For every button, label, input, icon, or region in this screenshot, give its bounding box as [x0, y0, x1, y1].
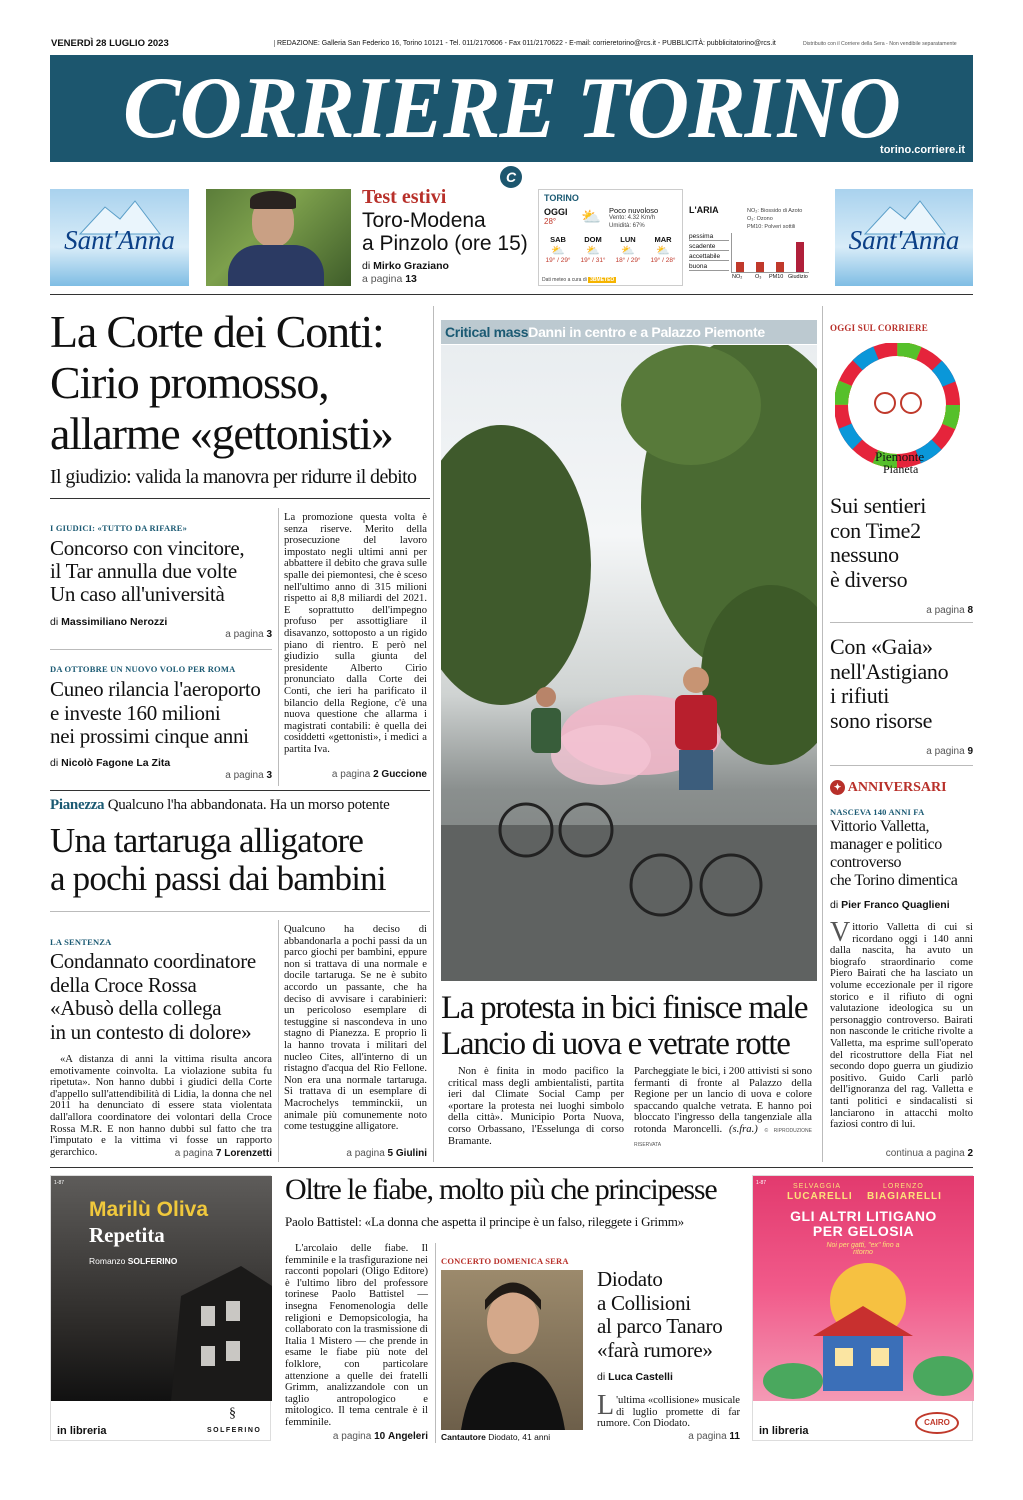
- headline-line: è diverso: [830, 566, 908, 592]
- valletta-byline: di Pier Franco Quaglieni: [830, 899, 950, 911]
- author-2-first: LORENZO: [883, 1183, 924, 1190]
- air-bar: [736, 262, 744, 272]
- solferino-brand: SOLFERINO: [207, 1427, 262, 1434]
- headline-line: Vittorio Valletta,: [830, 818, 930, 835]
- forecast-day: SAB ⛅ 19° / 29°: [542, 235, 574, 264]
- critical-mass-body-1: Non è finita in modo pacifico la critical mass degli ambientalisti, partita ieri dal Climate Social Camp per «portare la protesta nei luoghi simbolo della città». Municipio Porta Nuova, corso Orbassano, l'Esselunga di corso Bramante.: [448, 1066, 624, 1147]
- headline-line: al parco Tanaro: [597, 1314, 723, 1338]
- santanna-logo: Sant'Anna: [64, 225, 175, 255]
- book-subtitle: Noi per gatti, "ex" fino a ritorno: [826, 1242, 900, 1256]
- air-axis-label: NO₂: [732, 274, 743, 280]
- anniversari-kicker: NASCEVA 140 ANNI FA: [830, 807, 925, 817]
- book-title-1: GLI ALTRI LITIGANO: [790, 1208, 937, 1224]
- lead-page-ref[interactable]: a pagina 2 Guccione: [331, 769, 427, 780]
- weather-box: [538, 189, 683, 286]
- headline-line: controverso: [830, 854, 902, 871]
- lead-headline-line: Cirio promosso,: [50, 357, 329, 408]
- headline-line: sono risorse: [830, 707, 933, 733]
- valletta-headline[interactable]: [830, 818, 973, 890]
- weather-today-temp: 28°: [544, 217, 557, 226]
- headline-line: in un contesto di dolore»: [50, 1019, 252, 1044]
- headline-line: manager e politico: [830, 836, 942, 853]
- book-title: Repetita: [89, 1223, 165, 1247]
- tartaruga-kicker: Pianezza Qualcuno l'ha abbandonata. Ha un morso potente: [50, 797, 390, 813]
- weather-desc-1: Poco nuvoloso: [609, 206, 659, 215]
- headline-line: Diodato: [597, 1267, 663, 1291]
- distribution-note: Distribuito con il Corriere della Sera - Non vendibile separatamente: [803, 41, 957, 47]
- air-title: L'ARIA: [689, 205, 719, 215]
- gaia-page[interactable]: a pagina 9: [926, 746, 973, 757]
- concorso-byline: di Massimiliano Nerozzi: [50, 616, 168, 628]
- cloud-sun-icon: ⛅: [656, 245, 670, 257]
- sentenza-headline[interactable]: [50, 950, 275, 1044]
- tartaruga-headline[interactable]: [50, 822, 430, 898]
- sun-cloud-icon: ⛅: [581, 209, 601, 226]
- forecast-day: LUN ⛅ 18° / 29°: [612, 235, 644, 264]
- anniversari-header: ✦ ANNIVERSARI: [830, 780, 947, 796]
- date-line: VENERDÌ 28 LUGLIO 2023: [51, 38, 169, 49]
- teaser-kicker: Test estivi: [362, 186, 447, 208]
- author-1: LUCARELLI: [787, 1191, 853, 1202]
- book-title-2: PER GELOSIA: [812, 1223, 915, 1239]
- diodato-page[interactable]: a pagina 11: [688, 1431, 740, 1442]
- headline-line: Cuneo rilancia l'aeroporto: [50, 677, 261, 701]
- headline-line: a Collisioni: [597, 1290, 691, 1315]
- weather-today-label: OGGI: [544, 207, 568, 217]
- lead-headline-line: La Corte dei Conti:: [50, 306, 384, 357]
- author-2: BIAGIARELLI: [867, 1191, 942, 1202]
- piemonte-text: Piemonte: [875, 449, 925, 464]
- headline-line: La protesta in bici finisce male: [441, 990, 808, 1026]
- fiabe-subtitle: Paolo Battistel: «La donna che aspetta il principe è un falso, rileggete i Grimm»: [285, 1214, 684, 1229]
- headline-line: nessuno: [830, 542, 899, 567]
- juric-photo: [206, 189, 351, 286]
- diodato-headline[interactable]: [597, 1268, 742, 1362]
- headline-line: i rifiuti: [830, 683, 890, 708]
- headline-line: Un caso all'università: [50, 582, 225, 606]
- air-axis-label: PM10: [769, 274, 784, 280]
- concorso-kicker: I GIUDICI: «TUTTO DA RIFARE»: [50, 523, 188, 533]
- masthead: [50, 55, 973, 162]
- book-tag: 1-87: [54, 1180, 65, 1186]
- teaser-title-1[interactable]: Toro-Modena: [362, 209, 486, 232]
- teaser-byline: di Mirko Graziano: [362, 260, 449, 272]
- critical-mass-photo: [441, 345, 817, 981]
- book-tag: 1-87: [756, 1180, 767, 1186]
- cuneo-headline[interactable]: [50, 678, 275, 749]
- redazione-line: REDAZIONE: Galleria San Federico 16, Torino 10121 - Tel. 011/2170606 - Fax 011/2170622 - E-mail: corrieretorino@rcs.it - PUBBLICITÀ: pubblicitatorino@rcs.it: [274, 40, 776, 47]
- lead-subtitle: Il giudizio: valida la manovra per ridurre il debito: [50, 466, 417, 488]
- air-level: buona: [689, 263, 729, 271]
- tartaruga-page[interactable]: a pagina 5 Giulini: [346, 1148, 427, 1159]
- headline-line: «farà rumore»: [597, 1337, 713, 1362]
- piemonte-pianeta-logo: [835, 343, 960, 478]
- book-author: Marilù Oliva: [89, 1198, 209, 1221]
- weather-credit: Dati meteo a cura di 3BMETEO: [542, 277, 615, 283]
- headline-line: che Torino dimentica: [830, 872, 958, 889]
- sentenza-page[interactable]: a pagina 7 Lorenzetti: [174, 1148, 272, 1159]
- diodato-photo: [441, 1270, 583, 1430]
- sentieri-headline[interactable]: [830, 494, 970, 592]
- sentenza-kicker: LA SENTENZA: [50, 937, 112, 947]
- book-ad-repetita[interactable]: [50, 1175, 271, 1441]
- cloud-sun-icon: ⛅: [551, 245, 565, 257]
- air-chart: [731, 233, 809, 273]
- headline-line: nell'Astigiano: [830, 658, 949, 684]
- forecast-day: MAR ⛅ 19° / 28°: [647, 235, 679, 264]
- corriere-logo-icon: C: [500, 166, 522, 188]
- teaser-page: a pagina 13: [362, 273, 417, 285]
- cuneo-kicker: DA OTTOBRE UN NUOVO VOLO PER ROMA: [50, 664, 236, 674]
- air-level: scadente: [689, 243, 729, 251]
- headline-line: della Croce Rossa: [50, 972, 197, 997]
- teaser-title-2[interactable]: a Pinzolo (ore 15): [362, 232, 528, 255]
- tartaruga-body: Qualcuno ha deciso di abbandonarla a pochi passi da un parco giochi per bambini, eppure non si trattava di una normale e docile tartaruga. Se ne è subito accordo un passante, che ha deciso di avvisare i carabinieri: un pericoloso esemplare di testuggine si nascondeva in uno stagno di Pianezza. E proprio lì la hanno trovata i militari del nucleo Cites, all'interno di un ristagno d'acqua del Rio Fellone. Non era una normale tartaruga. Si trattava di un esemplare di Macrochelys temminckii, un animale più comunemente noto come testuggine alligatore.: [284, 924, 427, 1133]
- lead-body: La promozione questa volta è senza riserve. Merito della prosecuzione del lavoro impostato negli ultimi anni per abbattere il debito che grava sulle spalle dei piemontesi, che è sceso nell'ultimo anno di 315 milioni rispetto ai 8,8 miliardi del 2021. E soprattutto dell'impegno profuso per assottigliare il disavanzo, sottoposto a un rigido piano di rientro. E però nel giudizio sulla giunta del presidente Alberto Cirio pronunciato dalla Corte dei Conti, che ieri ha parificato il bilancio della Regione, c'è una nuova questione che allarma i magistrati contabili: è quella dei cosiddetti «gettonisti», i medici a partita Iva.: [284, 512, 427, 755]
- concorso-headline[interactable]: [50, 537, 275, 606]
- lead-headline-line: allarme «gettonisti»: [50, 408, 393, 459]
- fiabe-headline[interactable]: Oltre le fiabe, molto più che principesse: [285, 1173, 717, 1206]
- sentenza-body: «A distanza di anni la vittima risulta ancora emotivamente coinvolta. La violazione subita fu ripetuta». Non hanno dubbi i giudici della Corte d'appello sull'attendibilità di Lidia, la donna che nel 2011 ha denunciato di essere stata violentata dall'allora coordinatore dei volontari della Croce Rossa M.R. E non hanno dubbi sul fatto che tra l'imputato e la vittima vi fosse un rapporto gerarchico.: [50, 1054, 272, 1158]
- solferino-logo-icon: §: [229, 1406, 236, 1421]
- masthead-url[interactable]: torino.corriere.it: [880, 144, 965, 156]
- santanna-ad-right[interactable]: [835, 189, 973, 286]
- headline-line: Concorso con vincitore,: [50, 536, 245, 560]
- cairo-logo: CAIRO: [915, 1412, 959, 1434]
- weather-city: TORINO: [544, 193, 579, 203]
- cloud-sun-icon: ⛅: [586, 245, 600, 257]
- headline-line: nei prossimi cinque anni: [50, 724, 249, 748]
- author-1-first: SELVAGGIA: [793, 1183, 842, 1190]
- air-bar: [796, 242, 804, 272]
- gaia-headline[interactable]: [830, 635, 970, 733]
- headline-line: e investe 160 milioni: [50, 700, 221, 725]
- fiabe-page[interactable]: a pagina 10 Angeleri: [332, 1431, 428, 1442]
- air-bar: [756, 262, 764, 272]
- headline-line: Sui sentieri: [830, 493, 927, 518]
- cuneo-byline: di Nicolò Fagone La Zita: [50, 757, 171, 769]
- air-level: accettabile: [689, 253, 729, 261]
- book-ad-gelosia[interactable]: [752, 1175, 973, 1441]
- cloud-sun-icon: ⛅: [621, 245, 635, 257]
- book-subtitle: Romanzo SOLFERINO: [89, 1256, 178, 1266]
- valletta-body: Vittorio Valletta di cui si ricordano oggi i 140 anni dalla nascita, ha avuto un biografo straordinario come Piero Bairati che ha lasciato un volume eccezionale per il rigore storico e il rifiuto di ogni valutazione ideologica su un personaggio controverso. Bairati non nasconde le critiche rivolte a Valletta, ma esprime sull'operato del ricostruttore della Fiat nel secondo dopo guerra un giudizio positivo. Guido Carli parlò dell'ignoranza del rag. Valletta e tanti politici e sindacalisti si lanciarono in attacchi molto faziosi contro di lui.: [830, 917, 973, 1131]
- air-legend-1: NO₂: Biossido di Azoto: [747, 208, 803, 214]
- valletta-continua[interactable]: continua a pagina 2: [885, 1148, 973, 1159]
- air-legend-3: PM10: Polveri sottili: [747, 224, 796, 230]
- critical-mass-headline[interactable]: [441, 990, 817, 1062]
- oggi-sul-corriere: OGGI SUL CORRIERE: [830, 323, 928, 333]
- air-bar: [776, 262, 784, 272]
- weather-desc-3: Umidità: 67%: [609, 223, 645, 229]
- headline-line: «Abusò della collega: [50, 996, 222, 1020]
- anniversary-icon: ✦: [830, 780, 845, 795]
- pianeta-text: Pianeta: [883, 462, 919, 476]
- headline-line: Con «Gaia»: [830, 634, 933, 659]
- air-axis-label: O₃: [755, 274, 762, 280]
- headline-line: Lancio di uova e vetrate rotte: [441, 1026, 790, 1062]
- critical-mass-banner: Critical massDanni in centro e a Palazzo Piemonte: [441, 320, 817, 344]
- concorso-page[interactable]: a pagina 3: [225, 629, 272, 640]
- diodato-caption: Cantautore Diodato, 41 anni: [441, 1432, 551, 1442]
- headline-line: a pochi passi dai bambini: [50, 859, 386, 898]
- masthead-title: CORRIERE TORINO: [123, 60, 900, 157]
- air-axis-label: Giudizio: [788, 274, 808, 280]
- fiabe-body: L'arcolaio delle fiabe. Il femminile e la trasfigurazione nei racconti popolari (Oligo Editore) è l'ultimo libro del professore torinese Paolo Battistel — insegna Fenomenologia delle religioni e Demopsicologia, ha collaborato con la trasmissione di Italia 1 Mistero — che prende in esame le fiabe più note del folklore, con particolare attenzione a quelle dei fratelli Grimm, analizzandole con un taglio antropologico e mitologico. Il tema centrale è il femminile.: [285, 1243, 428, 1428]
- diodato-body: L 'ultima «collisione» musicale di luglio promette di far rumore. Con Diodato.: [597, 1390, 740, 1430]
- diodato-byline: di Luca Castelli: [597, 1371, 673, 1383]
- cuneo-page[interactable]: a pagina 3: [225, 770, 272, 781]
- santanna-logo: Sant'Anna: [848, 225, 960, 255]
- diodato-kicker: CONCERTO DOMENICA SERA: [441, 1256, 569, 1266]
- headline-line: il Tar annulla due volte: [50, 559, 237, 583]
- air-legend-2: O₃: Ozono: [747, 216, 773, 222]
- air-quality-box: [687, 201, 811, 286]
- headline-line: Condannato coordinatore: [50, 949, 256, 973]
- air-level: pessima: [689, 233, 729, 241]
- headline-line: Una tartaruga alligatore: [50, 821, 364, 860]
- forecast-day: DOM ⛅ 19° / 31°: [577, 235, 609, 264]
- critical-mass-body-2: Parcheggiate le bici, i 200 attivisti si sono fermanti di fronte al Palazzo della Regione per un lancio di uova e colore spaccando qualche vetrata. E hanno poi bloccato l'ingresso della tangenziale alla rotonda Maroncelli. (s.fra.) © RIPRODUZIONE RISERVATA: [634, 1066, 812, 1148]
- sentieri-page[interactable]: a pagina 8: [926, 605, 973, 616]
- lead-headline[interactable]: [50, 306, 430, 459]
- headline-line: con Time2: [830, 517, 921, 543]
- in-libreria: in libreria: [57, 1425, 107, 1437]
- in-libreria: in libreria: [759, 1425, 809, 1437]
- weather-desc-2: Vento: 4.32 Km/h: [609, 215, 656, 221]
- santanna-ad-left[interactable]: [50, 189, 189, 286]
